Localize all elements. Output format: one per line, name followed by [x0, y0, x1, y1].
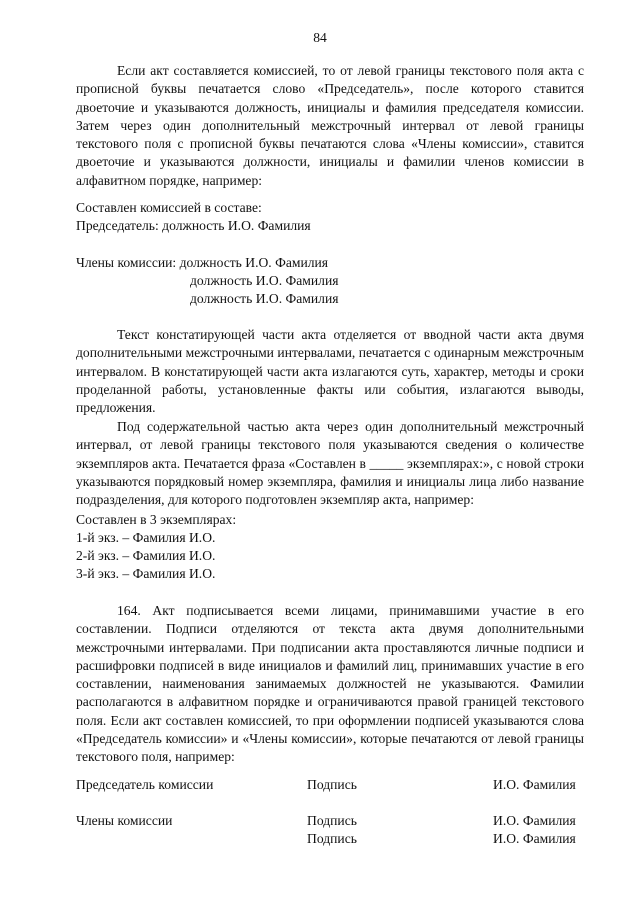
example-copies-line3: 2-й экз. – Фамилия И.О.: [76, 548, 216, 563]
signature-chair-label: Председатель комиссии: [76, 777, 214, 792]
example-copies-line4: 3-й экз. – Фамилия И.О.: [76, 566, 216, 581]
signature-members-label: Члены комиссии: [76, 813, 173, 828]
example-commission-chair: Председатель: должность И.О. Фамилия: [76, 218, 311, 233]
signature-member-1-sign: Подпись: [307, 813, 357, 828]
page-number: 84: [313, 30, 327, 45]
signature-chair-name: И.О. Фамилия: [493, 777, 576, 792]
signature-chair-sign: Подпись: [307, 777, 357, 792]
paragraph-statement-part: Текст констатирующей части акта отделяется от вводной части акта двумя дополнительными межстрочными интервалами, печатается с одинарным межстрочным интервалом. В констатирующей части акта излагаются суть, характер, методы и сроки проделанной работы, установленные факты или события, излагаются выводы, предложения.: [76, 327, 584, 416]
example-commission-member-3: должность И.О. Фамилия: [190, 291, 339, 306]
signature-member-2-name: И.О. Фамилия: [493, 831, 576, 846]
example-commission-members: Члены комиссии: должность И.О. Фамилия: [76, 255, 329, 270]
example-copies-line1: Составлен в 3 экземплярах:: [76, 512, 237, 527]
paragraph-copies: Под содержательной частью акта через один дополнительный межстрочный интервал, от левой границы текстового поля указываются сведения о количестве экземпляров акта. Печатается фраза «Составлен в _____ экземплярах:», с новой строки указываются порядковый номер экземпляра, фамилия и инициалы лица либо название подразделения, для которого подготовлен экземпляр акта, например:: [76, 419, 584, 508]
paragraph-commission: Если акт составляется комиссией, то от левой границы текстового поля акта с прописной буквы печатается слово «Председатель», после которого ставится двоеточие и указываются должность, инициалы и фамилия председателя комиссии. Затем через один дополнительный межстрочный интервал от левой границы текстового поля с прописной буквы печатаются слова «Члены комиссии», ставится двоеточие и указываются должности, инициалы и фамилии членов комиссии в алфавитном порядке, например:: [76, 63, 584, 188]
example-copies-line2: 1-й экз. – Фамилия И.О.: [76, 530, 216, 545]
signature-member-1-name: И.О. Фамилия: [493, 813, 576, 828]
signature-member-2-sign: Подпись: [307, 831, 357, 846]
paragraph-signatures: 164. Акт подписывается всеми лицами, принимавшими участие в его составлении. Подписи отделяются от текста акта двумя дополнительными межстрочными интервалами. При подписании акта проставляются личные подписи и расшифровки подписей в виде инициалов и фамилий лиц, принимавших участие в его составлении, наименования занимаемых должностей не указываются. Фамилии располагаются в алфавитном порядке и ограничиваются правой границей текстового поля. Если акт составлен комиссией, то при оформлении подписей указываются слова «Председатель комиссии» и «Члены комиссии», которые печатаются от левой границы текстового поля, например:: [76, 603, 584, 765]
example-commission-line1: Составлен комиссией в составе:: [76, 200, 262, 215]
example-commission-member-2: должность И.О. Фамилия: [190, 273, 339, 288]
